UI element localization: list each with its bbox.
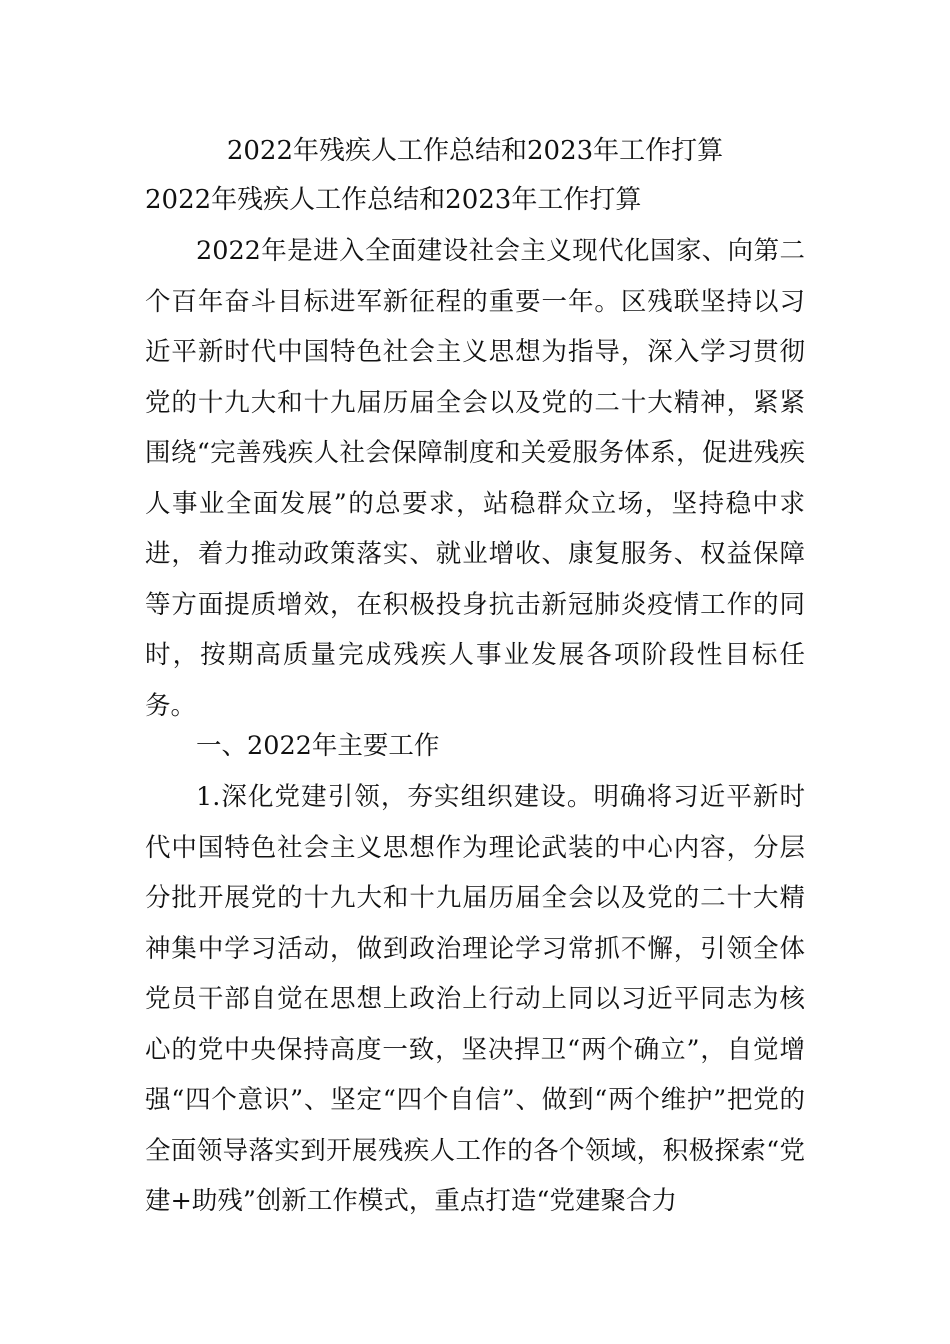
intro-paragraph: 2022年是进入全面建设社会主义现代化国家、向第二个百年奋斗目标进军新征程的重要一年。区残联坚持以习近平新时代中国特色社会主义思想为指导，深入学习贯彻党的十九大和十九届历届全会以及党的二十大精神，紧紧围绕“完善残疾人社会保障制度和关爱服务体系，促进残疾人事业全面发展”的总要求，站稳群众立场，坚持稳中求进，着力推动政策落实、就业增收、康复服务、权益保障等方面提质增效，在积极投身抗击新冠肺炎疫情工作的同时，按期高质量完成残疾人事业发展各项阶段性目标任务。 [145,236,805,721]
document-subtitle: 2022年残疾人工作总结和2023年工作打算 [145,185,642,215]
section-paragraph: 1.深化党建引领，夯实组织建设。明确将习近平新时代中国特色社会主义思想作为理论武装的中心内容，分层分批开展党的十九大和十九届历届全会以及党的二十大精神集中学习活动，做到政治理论学习常抓不懈，引领全体党员干部自觉在思想上政治上行动上同以习近平同志为核心的党中央保持高度一致，坚决捍卫“两个确立”，自觉增强“四个意识”、坚定“四个自信”、做到“两个维护”把党的全面领导落实到开展残疾人工作的各个领域，积极探索“党建+助残”创新工作模式，重点打造“党建聚合力 [145,782,805,1216]
document-title: 2022年残疾人工作总结和2023年工作打算 [226,136,724,166]
section-heading: 一、2022年主要工作 [196,731,440,761]
